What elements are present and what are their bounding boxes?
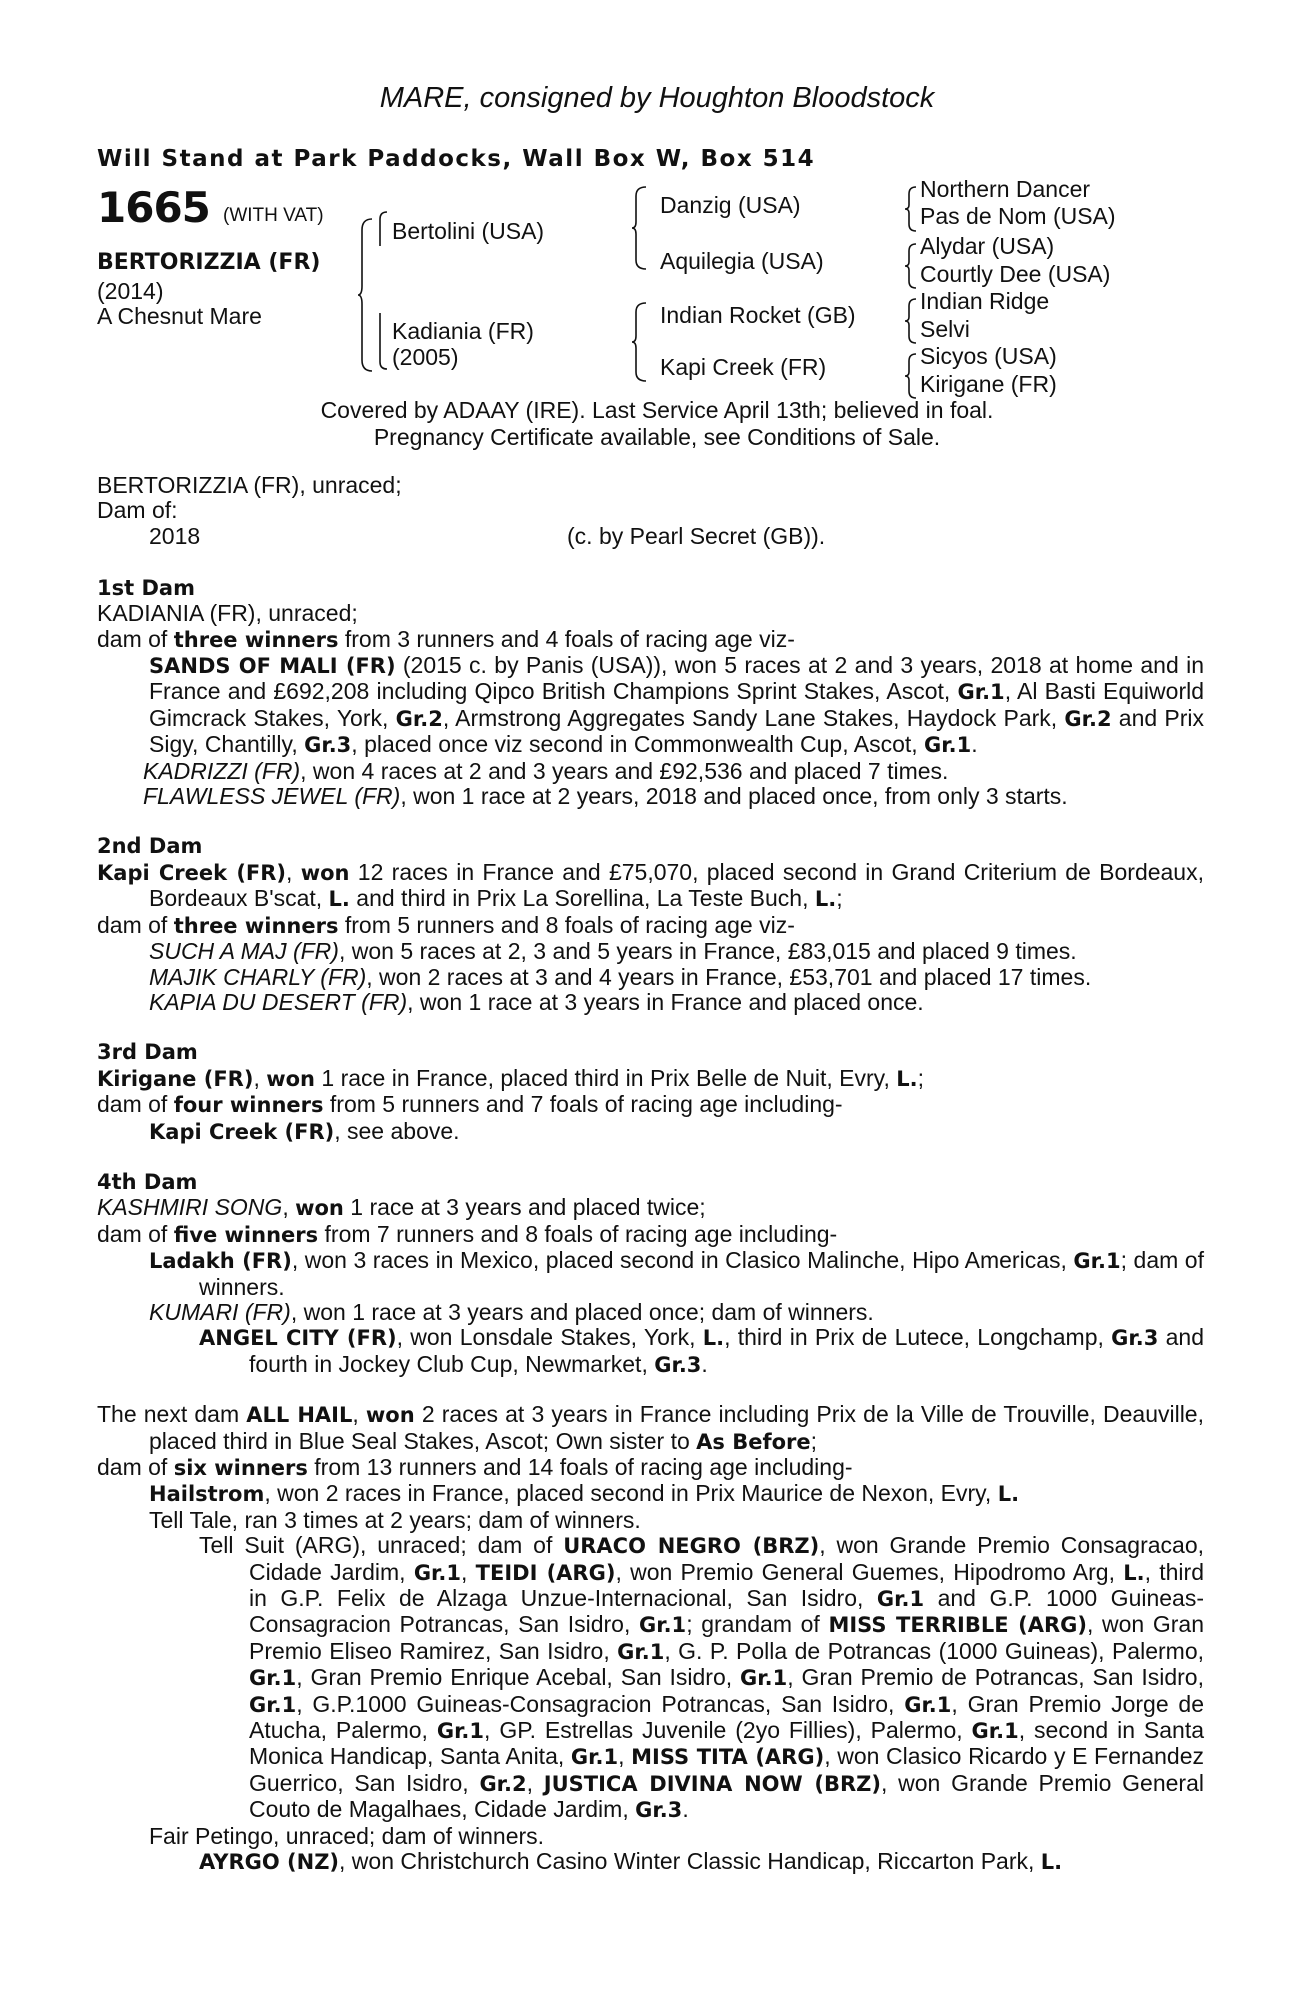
pedigree-dam: Kadiania (FR) xyxy=(392,318,534,344)
next-dam-produce-summary: dam of six winners from 13 runners and 14 foals of racing age including- xyxy=(97,1454,853,1480)
pedigree-gg-6: Selvi xyxy=(920,316,970,342)
pedigree-brace-sire-parents xyxy=(632,186,648,270)
vat-note: (WITH VAT) xyxy=(223,205,324,226)
lot-number: 1665 xyxy=(97,183,210,232)
produce-tell-tale: Tell Tale, ran 3 times at 2 years; dam of winners. xyxy=(149,1506,641,1533)
third-dam-produce-summary: dam of four winners from 5 runners and 7 foals of racing age including- xyxy=(97,1091,843,1118)
produce-kapia-du-desert: KAPIA DU DESERT (FR), won 1 race at 3 years in France and placed once. xyxy=(149,988,924,1015)
third-dam-record: Kirigane (FR), won 1 race in France, placed third in Prix Belle de Nuit, Evry, L.; xyxy=(97,1064,924,1091)
pedigree-brace-g3 xyxy=(904,298,918,344)
produce-line-1: BERTORIZZIA (FR), unraced; xyxy=(97,472,402,498)
produce-ayrgo: AYRGO (NZ), won Christchurch Casino Winter Classic Handicap, Riccarton Park, L. xyxy=(199,1848,1063,1875)
page-header: MARE, consigned by Houghton Bloodstock xyxy=(379,82,935,114)
horse-name: BERTORIZZIA (FR) xyxy=(97,250,321,275)
first-dam-produce-summary: dam of three winners from 3 runners and 4 foals of racing age viz- xyxy=(97,625,795,652)
produce-tell-suit: Tell Suit (ARG), unraced; dam of URACO NEGRO (BRZ), won Grande Premio Consagracao, Cidade Jardim, Gr.1, TEIDI (ARG), won Premio General Guemes, Hipodromo Arg, L., third in G.P. Felix de Alzaga Unzue-Internacional, San Isidro, Gr.1 and G.P. 1000 Guineas-Consagracion Potrancas, San Isidro, Gr.1; grandam of MISS TERRIBLE (ARG), won Gran Premio Eliseo Ramirez, San Isidro, Gr.1, G. P. Polla de Potrancas (1000 Guineas), Palermo, Gr.1, Gran Premio Enrique Acebal, San Isidro, Gr.1, Gran Premio de Potrancas, San Isidro, Gr.1, G.P.1000 Guineas-Consagracion Potrancas, San Isidro, Gr.1, Gran Premio Jorge de Atucha, Palermo, Gr.1, GP. Estrellas Juvenile (2yo Fillies), Palermo, Gr.1, second in Santa Monica Handicap, Santa Anita, Gr.1, MISS TITA (ARG), won Clasico Ricardo y E Fernandez Guerrico, San Isidro, Gr.2, JUSTICA DIVINA NOW (BRZ), won Grande Premio General Couto de Magalhaes, Cidade Jardim, Gr.3. xyxy=(199,1532,1205,1823)
produce-majik-charly: MAJIK CHARLY (FR), won 2 races at 3 and 4 years in France, £53,701 and placed 17 times. xyxy=(149,963,1092,990)
first-dam-name: KADIANIA (FR), unraced; xyxy=(97,600,358,627)
fourth-dam-produce-summary: dam of five winners from 7 runners and 8 foals of racing age including- xyxy=(97,1220,838,1247)
second-dam-produce-summary: dam of three winners from 5 runners and 8 foals of racing age viz- xyxy=(97,911,795,938)
third-dam-heading: 3rd Dam xyxy=(97,1040,198,1065)
pedigree-brace-g4 xyxy=(904,353,918,399)
produce-hailstrom: Hailstrom, won 2 races in France, placed second in Prix Maurice de Nexon, Evry, L. xyxy=(149,1480,1020,1507)
pedigree-sire-sire: Danzig (USA) xyxy=(660,192,801,218)
produce-kumari: KUMARI (FR), won 1 race at 3 years and placed once; dam of winners. xyxy=(149,1298,874,1325)
stand-location: Will Stand at Park Paddocks, Wall Box W, Box 514 xyxy=(97,146,816,172)
produce-record xyxy=(97,524,1204,551)
fourth-dam-heading: 4th Dam xyxy=(97,1169,198,1194)
produce-line-2: Dam of: xyxy=(97,497,178,524)
pedigree-brace-dam-parents xyxy=(632,302,648,382)
pedigree-gg-8: Kirigane (FR) xyxy=(920,371,1057,397)
pedigree-brace-g2 xyxy=(904,243,918,289)
next-dam-record: The next dam ALL HAIL, won 2 races at 3 years in France including Prix de la Ville de Trouville, Deauville, placed third in Blue Seal Stakes, Ascot; Own sister to As Before; xyxy=(97,1401,1204,1454)
produce-foal: (c. by Pearl Secret (GB)). xyxy=(567,522,826,549)
pedigree-gg-4: Courtly Dee (USA) xyxy=(920,261,1111,287)
pedigree-brace-dam xyxy=(376,312,388,370)
pedigree-brace-sire xyxy=(376,211,388,247)
produce-kadrizzi: KADRIZZI (FR), won 4 races at 2 and 3 years and £92,536 and placed 7 times. xyxy=(143,757,949,784)
pedigree-gg-5: Indian Ridge xyxy=(920,288,1050,314)
produce-ladakh: Ladakh (FR), won 3 races in Mexico, placed second in Clasico Malinche, Hipo Americas, Gr.1; dam of winners. xyxy=(149,1247,1204,1300)
pedigree-sire-dam: Aquilegia (USA) xyxy=(660,248,824,274)
pedigree-gg-7: Sicyos (USA) xyxy=(920,343,1057,369)
covered-line-1: Covered by ADAAY (IRE). Last Service April 13th; believed in foal. xyxy=(320,397,994,423)
pedigree-dam-sire: Indian Rocket (GB) xyxy=(660,302,856,328)
pedigree-brace-main xyxy=(358,218,374,372)
produce-fair-petingo: Fair Petingo, unraced; dam of winners. xyxy=(149,1822,545,1849)
horse-year: (2014) xyxy=(97,278,164,304)
second-dam-heading: 2nd Dam xyxy=(97,834,203,859)
covered-line-2: Pregnancy Certificate available, see Conditions of Sale. xyxy=(373,424,941,450)
horse-description: A Chesnut Mare xyxy=(97,303,262,329)
pedigree-gg-1: Northern Dancer xyxy=(920,176,1091,202)
produce-such-a-maj: SUCH A MAJ (FR), won 5 races at 2, 3 and 5 years in France, £83,015 and placed 9 times. xyxy=(149,938,1077,965)
produce-year: 2018 xyxy=(149,522,201,549)
pedigree-brace-g1 xyxy=(904,186,918,232)
produce-flawless-jewel: FLAWLESS JEWEL (FR), won 1 race at 2 years, 2018 and placed once, from only 3 starts. xyxy=(143,783,1068,810)
first-dam-heading: 1st Dam xyxy=(97,575,195,600)
produce-angel-city: ANGEL CITY (FR), won Lonsdale Stakes, York, L., third in Prix de Lutece, Longchamp, Gr.3 and fourth in Jockey Club Cup, Newmarket, Gr.3. xyxy=(199,1324,1204,1377)
catalogue-body xyxy=(97,473,1204,1876)
pedigree-gg-3: Alydar (USA) xyxy=(920,233,1055,259)
pedigree-dam-year: (2005) xyxy=(392,344,459,370)
produce-kapi-creek: Kapi Creek (FR), see above. xyxy=(149,1117,460,1144)
pedigree-gg-2: Pas de Nom (USA) xyxy=(920,203,1116,229)
pedigree-sire: Bertolini (USA) xyxy=(392,218,545,244)
pedigree-dam-dam: Kapi Creek (FR) xyxy=(660,354,827,380)
produce-sands-of-mali: SANDS OF MALI (FR) (2015 c. by Panis (USA)), won 5 races at 2 and 3 years, 2018 at home and in France and £692,208 including Qipco British Champions Sprint Stakes, Ascot, Gr.1, Al Basti Equiworld Gimcrack Stakes, York, Gr.2, Armstrong Aggregates Sandy Lane Stakes, Haydock Park, Gr.2 and Prix Sigy, Chantilly, Gr.3, placed once viz second in Commonwealth Cup, Ascot, Gr.1. xyxy=(149,652,1205,758)
second-dam-record: Kapi Creek (FR), won 12 races in France and £75,070, placed second in Grand Criterium de Bordeaux, Bordeaux B'scat, L. and third in Prix La Sorellina, La Teste Buch, L.; xyxy=(97,858,1204,912)
fourth-dam-record: KASHMIRI SONG, won 1 race at 3 years and placed twice; xyxy=(97,1194,706,1221)
covering-note xyxy=(0,397,1314,451)
